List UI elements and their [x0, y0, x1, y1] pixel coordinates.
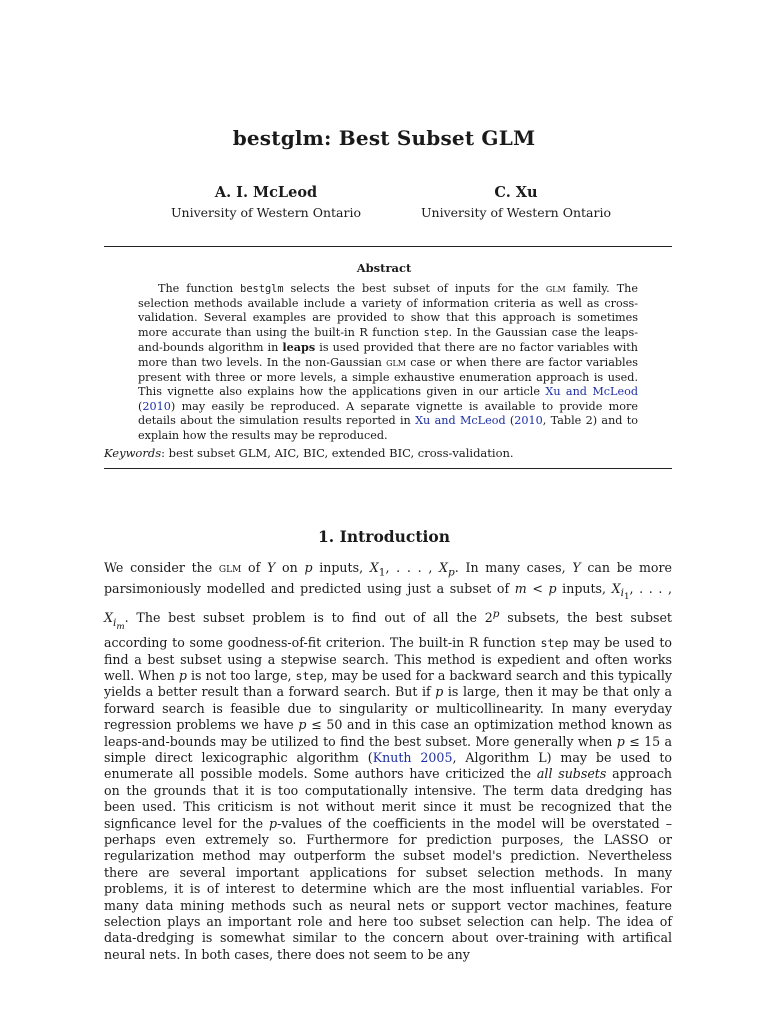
- keywords-line: [104, 445, 672, 461]
- citation-link[interactable]: Knuth 2005: [372, 749, 453, 765]
- code-step: step: [295, 668, 324, 683]
- text-span: ≤ 50 and in this case an optimization method known as leaps-and-bounds may be utilized to find the best subset. More generally when: [104, 717, 672, 749]
- author-affiliation: University of Western Ontario: [421, 205, 611, 220]
- math-var: p: [178, 667, 187, 683]
- text-span: -values of the coefficients in the model will be overstated – perhaps even extremely so. Furthermore for prediction purposes, the LASSO or regularization method may outperform the subset model's prediction. Nevertheless there are several important applications for subset selection methods. In many problems, it is of interest to determine which are the most influential variables. For many data mining methods such as neural nets or support vector machines, feature selection plays an important role and here too subset selection can help. The idea of data-dredging is somewhat similar to the concern about over-training with artifical neural nets. In both cases, there does not seem to be any: [104, 815, 672, 962]
- text-span: inputs,: [312, 560, 370, 575]
- section-heading: 1. Introduction: [318, 527, 450, 546]
- text-span: on: [275, 560, 305, 575]
- text-span: of: [241, 560, 267, 575]
- text-span: . The best subset problem is to find out of all the 2: [124, 610, 493, 626]
- math-var: Y: [267, 560, 276, 575]
- text-span: We consider the: [104, 560, 219, 575]
- math-subscript: i: [112, 616, 117, 629]
- abstract-span: family. The selection methods available include a variety of information criteria as well as cross-validation. Several examples are provided to show that this approach is sometimes more accurate than using the built-in R function: [138, 282, 638, 339]
- abstract-span: . In the Gaussian case the leaps-and-bounds algorithm in: [138, 325, 638, 355]
- keywords-label: Keywords: [104, 446, 162, 460]
- author-name: C. Xu: [494, 184, 538, 201]
- text-span: , . . . ,: [385, 560, 440, 575]
- emphasis: all subsets: [536, 766, 607, 782]
- text-span: approach on the grounds that it is too computationally intensive. The term data dredging has been used. This criticism is not without merit since it must be recognized that the signficance level for the: [104, 766, 672, 831]
- text-span: can be more parsimoniously modelled and predicted using just a subset of: [104, 560, 672, 596]
- text-span: . In many cases,: [454, 560, 573, 575]
- math-var: p: [435, 684, 444, 700]
- intro-paragraph: [104, 560, 672, 963]
- text-span: subsets, the best subset according to some goodness-of-fit criterion. The built-in R function: [104, 610, 672, 651]
- bottom-divider: [104, 468, 672, 469]
- abstract-span: (: [505, 414, 515, 428]
- math-var: X: [439, 560, 449, 575]
- author-block-2: [386, 182, 646, 222]
- abstract-heading: Abstract: [356, 261, 412, 275]
- paper-title: bestglm: Best Subset GLM: [232, 126, 536, 150]
- math-var: p: [304, 560, 313, 575]
- citation-link[interactable]: Xu and McLeod: [545, 385, 638, 399]
- package-leaps: leaps: [282, 340, 316, 355]
- math-subscript: m: [116, 621, 125, 632]
- math-subscript: p: [448, 566, 455, 579]
- author-name: A. I. McLeod: [214, 184, 318, 201]
- glm-term: glm: [386, 355, 406, 369]
- text-span: may be used to find a best subset using a stepwise search. This method is expedient and often works well. When: [104, 635, 672, 683]
- math-subscript: 1: [623, 592, 630, 603]
- math-subscript: 1: [378, 566, 386, 579]
- abstract-span: selects the best subset of inputs for the: [283, 282, 546, 295]
- abstract-span: is used provided that there are no factor variables with more than two levels. In the non-Gaussian: [138, 341, 638, 369]
- author-block-1: [136, 182, 396, 222]
- glm-term: glm: [545, 282, 566, 295]
- citation-link[interactable]: Xu and McLeod: [415, 414, 506, 428]
- math-var: X: [104, 610, 113, 626]
- code-step: step: [423, 326, 449, 339]
- math-var: p: [616, 733, 625, 749]
- abstract-span: case or when there are factor variables present with three or more levels, a simple exhaustive enumeration approach is used. This vignette also explains how the applications given in our article: [138, 355, 638, 399]
- abstract-span: ) may easily be reproduced. A separate vignette is available to provide more details about the simulation results reported in: [138, 399, 638, 428]
- math-superscript: p: [492, 607, 500, 620]
- citation-year-link[interactable]: 2010: [142, 399, 171, 413]
- text-span: ≤ 15 a simple direct lexicographic algorithm (: [104, 733, 672, 765]
- text-span: is not too large,: [186, 667, 296, 683]
- text-span: , may be used for a backward search and this typically yields a better result than a forward search. But if: [104, 667, 672, 700]
- math-var: p: [298, 717, 307, 733]
- math-var: X: [611, 580, 621, 596]
- text-span: , . . . ,: [629, 580, 672, 596]
- math-expr: m < p: [514, 580, 557, 596]
- glm-term: glm: [218, 560, 242, 575]
- code-bestglm: bestglm: [240, 283, 284, 295]
- abstract-text: [138, 282, 638, 444]
- text-span: is large, then it may be that only a forward search is feasible due to singularity or multicollinearity. In many everyday regression problems we have: [104, 684, 673, 733]
- abstract-span: (: [138, 399, 143, 413]
- text-span: , Algorithm L) may be used to enumerate all possible models. Some authors have criticized the: [104, 749, 673, 782]
- code-step: step: [540, 636, 569, 651]
- text-span: inputs,: [556, 580, 612, 596]
- author-affiliation: University of Western Ontario: [171, 205, 361, 220]
- math-var: p: [269, 815, 278, 831]
- abstract-span: , Table 2) and to explain how the results may be reproduced.: [138, 414, 638, 442]
- top-divider: [104, 246, 672, 247]
- abstract-span: The function: [158, 282, 241, 295]
- math-var: X: [369, 560, 379, 575]
- citation-year-link[interactable]: 2010: [514, 414, 543, 428]
- math-subscript: i: [620, 587, 624, 600]
- keywords-text: : best subset GLM, AIC, BIC, extended BIC, cross-validation.: [161, 446, 514, 460]
- math-var: Y: [572, 560, 581, 575]
